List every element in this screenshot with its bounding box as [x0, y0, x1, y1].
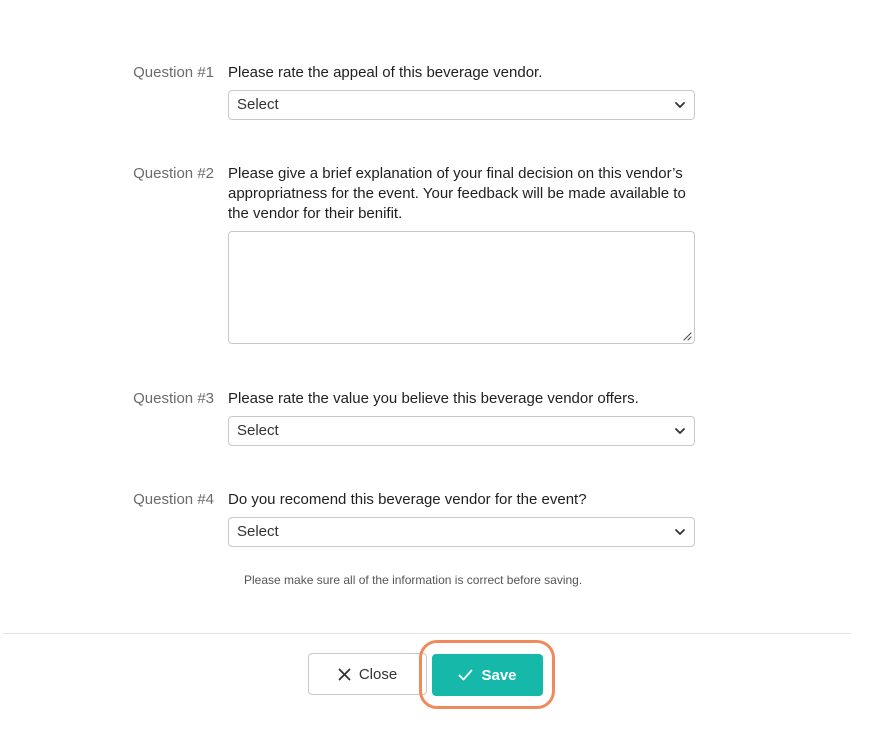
save-note: Please make sure all of the information is correct before saving.	[244, 573, 583, 587]
check-icon	[458, 669, 473, 681]
footer-divider	[3, 633, 851, 634]
question-1-text: Please rate the appeal of this beverage vendor.	[228, 64, 543, 81]
question-4-label: Question #4	[133, 491, 214, 508]
question-2-label: Question #2	[133, 165, 214, 182]
question-3-select-value: Select	[237, 422, 279, 439]
question-3-label: Question #3	[133, 390, 214, 407]
question-4-select-value: Select	[237, 523, 279, 540]
chevron-down-icon	[674, 426, 686, 436]
question-1-select-value: Select	[237, 96, 279, 113]
question-1-select[interactable]	[228, 90, 695, 120]
question-2-textarea[interactable]	[228, 231, 695, 344]
question-2-text: Please give a brief explanation of your final decision on this vendor’s appropriatness for the event. Your feedback will be made available to the vendor for their benifit.	[228, 165, 686, 222]
save-button-label: Save	[481, 666, 517, 684]
close-button[interactable]	[308, 653, 427, 695]
x-icon	[338, 668, 351, 681]
question-4-text: Do you recomend this beverage vendor for the event?	[228, 491, 587, 508]
resize-grip-icon[interactable]	[683, 332, 692, 341]
question-3-text: Please rate the value you believe this beverage vendor offers.	[228, 390, 639, 407]
question-1-label: Question #1	[133, 64, 214, 81]
chevron-down-icon	[674, 527, 686, 537]
question-3-select[interactable]	[228, 416, 695, 446]
chevron-down-icon	[674, 100, 686, 110]
question-4-select[interactable]	[228, 517, 695, 547]
save-button[interactable]	[432, 654, 543, 696]
close-button-label: Close	[358, 665, 398, 683]
